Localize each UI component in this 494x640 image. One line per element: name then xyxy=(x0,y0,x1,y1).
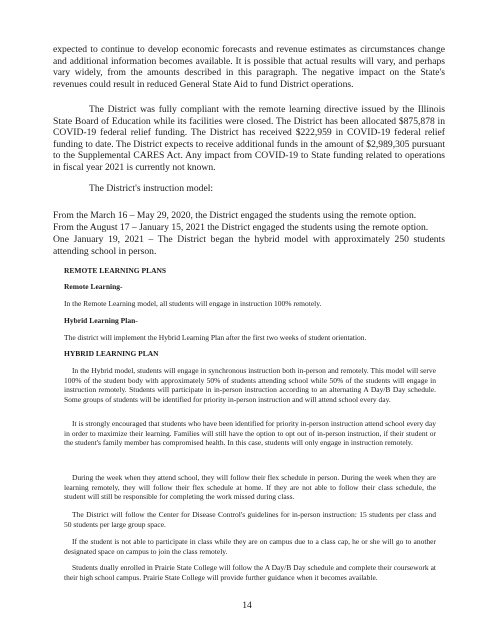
hybrid-paragraph: During the week when they attend school, they will follow their flex schedule in person. During the week when they are learning remotely, they will follow their flex schedule at home. If they are not able to follow their class schedule, the student will still be responsible for completing the work missed during class. xyxy=(64,473,436,502)
hybrid-paragraph: In the Hybrid model, students will engage in synchronous instruction both in-person and remotely. This model will serve 100% of the student body with approximately 50% of students attending school while 50% of the students will engage in instruction remotely. Students will participate in in-person instruction according to an alternating A Day/B Day schedule. Some groups of students will be identified for priority in-person instruction and will attend school every day. xyxy=(64,366,436,404)
hybrid-paragraph: If the student is not able to participate in class while they are on campus due to a class cap, he or she will go to another designated space on campus to join the class remotely. xyxy=(64,537,436,556)
hybrid-learning-plan-heading: HYBRID LEARNING PLAN xyxy=(64,349,159,358)
timeline-item: One January 19, 2021 – The District began the hybrid model with approximately 250 students attending school in person. xyxy=(53,234,445,257)
hybrid-paragraph: It is strongly encouraged that students who have been identified for priority in-person instruction attend school every day in order to maximize their learning. Families will still have the option to opt out of in-person instruction, if their student or the student's family member has compromised health. In this case, students will only engage in instruction remotely. xyxy=(64,419,436,448)
remote-learning-text: In the Remote Learning model, all students will engage in instruction 100% remotely. xyxy=(64,299,322,308)
hybrid-learning-text: The district will implement the Hybrid Learning Plan after the first two weeks of student orientation. xyxy=(64,333,367,342)
timeline-item: From the August 17 – January 15, 2021 the District engaged the students using the remote option. xyxy=(53,222,429,233)
hybrid-paragraph: Students dually enrolled in Prairie State College will follow the A Day/B Day schedule and complete their coursework at their high school campus. Prairie State College will provide further guidance when it becomes available. xyxy=(64,563,436,582)
page-number: 14 xyxy=(242,600,252,611)
hybrid-learning-label: Hybrid Learning Plan- xyxy=(64,316,138,325)
instruction-model-heading: The District's instruction model: xyxy=(89,183,214,194)
remote-learning-label: Remote Learning- xyxy=(64,282,123,291)
intro-paragraph: expected to continue to develop economic forecasts and revenue estimates as circumstances change and additional information becomes available. It is possible that actual results will vary, and perhaps vary widely, from the amounts described in this paragraph. The negative impact on the State's revenues could result in reduced General State Aid to fund District operations. xyxy=(53,44,445,90)
hybrid-paragraph: The District will follow the Center for Disease Control's guidelines for in-person instruction: 15 students per class and 50 students per large group space. xyxy=(64,510,436,529)
remote-learning-plans-title: REMOTE LEARNING PLANS xyxy=(64,266,167,275)
compliance-paragraph: The District was fully compliant with the remote learning directive issued by the Illinois State Board of Education while its facilities were closed. The District has been allocated $875,878 in COVID-19 federal relief funding. The District has received $222,959 in COVID-19 federal relief funding to date. The District expects to receive additional funds in the amount of $2,989,305 pursuant to the Supplemental CARES Act. Any impact from COVID-19 to State funding related to operations in fiscal year 2021 is currently not known. xyxy=(53,104,445,173)
timeline-item: From the March 16 – May 29, 2020, the District engaged the students using the remote option. xyxy=(53,210,417,221)
